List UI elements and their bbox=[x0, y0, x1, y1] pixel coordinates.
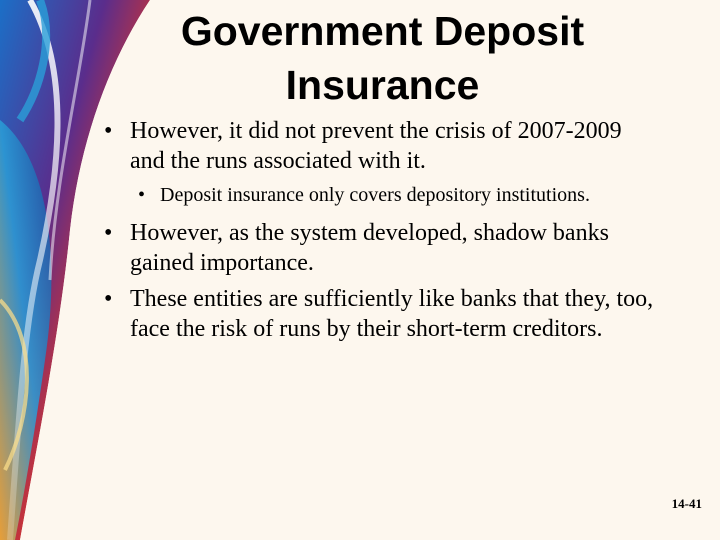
bullet-text: However, it did not prevent the crisis of 2007-2009 and the runs associated with it. bbox=[130, 118, 622, 174]
bullet-text: However, as the system developed, shadow banks gained importance. bbox=[130, 220, 609, 276]
bullet-item bbox=[100, 218, 660, 278]
title-line-2: Insurance bbox=[285, 62, 480, 108]
bullet-text: These entities are sufficiently like banks that they, too, face the risk of runs by their short-term creditors. bbox=[130, 286, 654, 342]
slide-title bbox=[130, 4, 635, 112]
bullet-text: Deposit insurance only covers depository institutions. bbox=[160, 184, 590, 206]
title-line-1: Government Deposit bbox=[180, 8, 585, 54]
bullet-list bbox=[100, 116, 660, 350]
bullet-item bbox=[100, 116, 660, 176]
bullet-dot: • bbox=[104, 220, 113, 246]
bullet-dot: • bbox=[104, 118, 113, 144]
page-number: 14-41 bbox=[671, 496, 702, 511]
bullet-dot: • bbox=[138, 184, 146, 206]
sub-bullet-item bbox=[132, 182, 660, 208]
bullet-item bbox=[100, 284, 660, 344]
bullet-dot: • bbox=[104, 286, 113, 312]
